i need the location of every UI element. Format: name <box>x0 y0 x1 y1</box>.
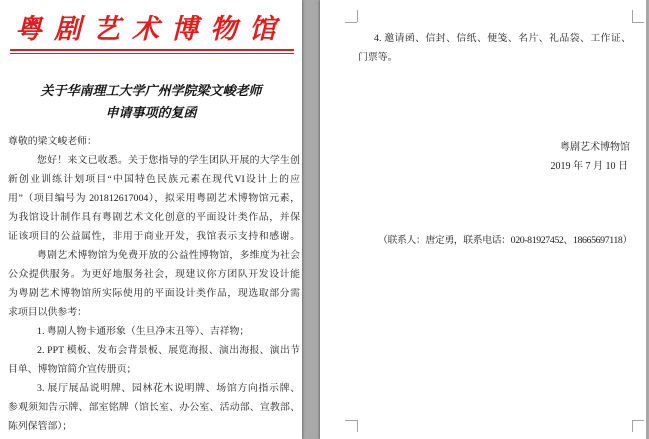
text-boundary-corner-mark <box>345 420 357 421</box>
paragraph-line: 陈列保管部）； <box>8 421 73 433</box>
text-boundary-corner-mark <box>345 22 357 23</box>
letter-title-line-2: 申请事项的复函 <box>105 106 197 121</box>
paragraph-line: 为我馆设计制作具有粤剧艺术文化创意的平面设计类作品，并保 <box>8 211 300 223</box>
letterhead-title: 粤剧艺术博物馆 <box>15 14 288 45</box>
paragraph-line: 4. 邀请函、信封、信纸、便笺、名片、礼品袋、工作证、 <box>374 32 631 44</box>
letterhead-red-rule-thin <box>10 53 294 54</box>
paragraph-line: 证该项目的公益属性，非用于商业开发，我馆表示支持和感谢。 <box>8 230 300 242</box>
signature-organization: 粤剧艺术博物馆 <box>560 141 630 153</box>
paragraph-line: 新创业训练计划项目“中国特色民族元素在现代VI设计上的应 <box>8 173 300 185</box>
signature-date: 2019 年 7 月 10 日 <box>550 160 628 172</box>
paragraph-line: 为粤剧艺术博物馆所实际使用的平面设计类作品，现选取部分需 <box>8 288 300 299</box>
text-boundary-corner-mark <box>632 10 633 22</box>
contact-note: （联系人：唐定勇，联系电话：020-81927452、18665697118） <box>378 234 632 246</box>
paragraph-line: 3. 展厅展品说明牌、园林花木说明牌、场馆方向指示牌、 <box>37 383 300 395</box>
paragraph-line: 门票等。 <box>358 51 398 63</box>
body-paragraph-2 <box>8 246 300 322</box>
paragraph-line: 求项目以供参考： <box>8 307 88 319</box>
document-page-left[interactable] <box>0 0 302 439</box>
salutation: 尊敬的梁文峻老师： <box>8 135 97 147</box>
paragraph-line: 目单、博物馆简介宣传册页； <box>8 364 137 376</box>
document-page-right[interactable] <box>320 0 646 439</box>
text-boundary-corner-mark <box>632 22 644 23</box>
list-item-3 <box>8 379 300 436</box>
list-item-1 <box>8 322 300 341</box>
paragraph-line: 用”（项目编号为 201812617004），拟采用粤剧艺术博物馆元素， <box>8 192 300 204</box>
text-boundary-corner-mark <box>357 420 358 432</box>
paragraph-line: 参观须知告示牌、部室铭牌（馆长室、办公室、活动部、宣教部、 <box>8 402 300 414</box>
paragraph-line: 1. 粤剧人物卡通形象（生旦净末丑等）、吉祥物； <box>37 326 250 338</box>
paragraph-line: 您好！来文已收悉。关于您指导的学生团队开展的大学生创 <box>37 154 300 166</box>
list-item-4 <box>358 29 631 67</box>
text-boundary-corner-mark <box>357 10 358 22</box>
body-paragraph-1 <box>8 151 300 246</box>
text-boundary-corner-mark <box>632 420 633 432</box>
paragraph-line: 粤剧艺术博物馆为免费开放的公益性博物馆，多维度为社会 <box>37 249 300 261</box>
letterhead-red-rule-thick <box>10 49 294 51</box>
paragraph-line: 2. PPT 模板、发布会背景板、展览海报、演出海报、演出节 <box>37 345 300 357</box>
list-item-2 <box>8 341 300 379</box>
text-boundary-corner-mark <box>632 420 644 421</box>
letter-body <box>8 132 300 437</box>
letter-title-line-1: 关于华南理工大学广州学院梁文峻老师 <box>40 84 262 99</box>
paragraph-line: 公众提供服务。为更好地服务社会，现建议你方团队开发设计能 <box>8 268 300 280</box>
letter-body-continued <box>358 29 631 67</box>
